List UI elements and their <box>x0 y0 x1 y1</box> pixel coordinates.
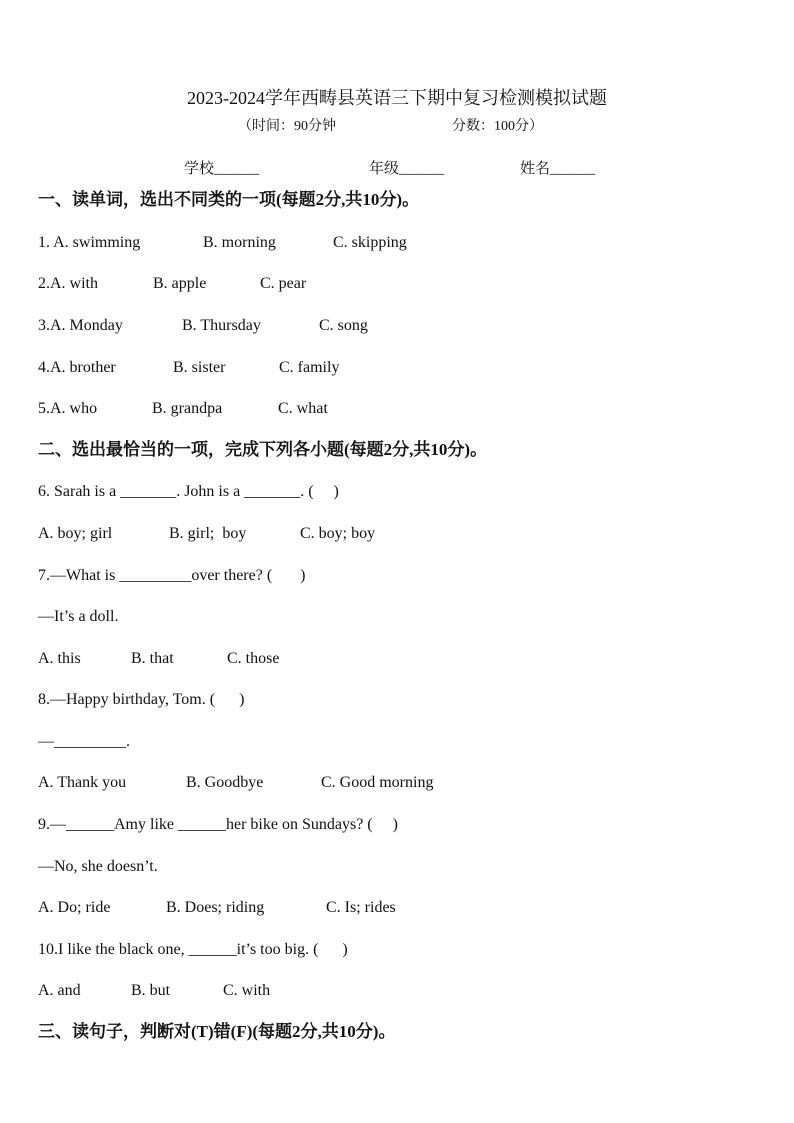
q1-option-c: C. skipping <box>333 234 407 251</box>
q7-option-c: C. those <box>227 650 280 667</box>
q6-option-a: A. boy; girl <box>38 525 113 542</box>
q6-option-c: C. boy; boy <box>300 525 376 542</box>
section-1-heading: 一、读单词，选出不同类的一项(每题2分,共10分)。 <box>38 190 420 209</box>
q10-option-c: C. with <box>223 982 271 999</box>
q8-option-c: C. Good morning <box>321 774 434 791</box>
q8-option-a: A. Thank you <box>38 774 127 791</box>
section-2-heading: 二、选出最恰当的一项，完成下列各小题(每题2分,共10分)。 <box>38 440 488 459</box>
q9-option-c: C. Is; rides <box>326 899 396 916</box>
q1-option-a: 1. A. swimming <box>38 234 141 251</box>
q3-option-a: 3.A. Monday <box>38 317 123 334</box>
q6-option-b: B. girl; boy <box>169 525 247 542</box>
q9-answer: —No, she doesn’t. <box>38 858 158 875</box>
name-field: 姓名______ <box>520 161 596 177</box>
q4-option-a: 4.A. brother <box>38 359 116 376</box>
q8-answer: —_________. <box>38 733 130 750</box>
q5-option-c: C. what <box>278 400 328 417</box>
q2-option-a: 2.A. with <box>38 275 98 292</box>
score-label: 分数：100分） <box>452 119 543 134</box>
q9-stem: 9.—______Amy like ______her bike on Sundays? ( ) <box>38 816 398 833</box>
time-label: （时间：90分钟 <box>238 119 336 134</box>
q9-option-b: B. Does; riding <box>166 899 265 916</box>
q7-answer: —It’s a doll. <box>38 608 119 625</box>
q5-option-b: B. grandpa <box>152 400 223 417</box>
q7-option-b: B. that <box>131 650 174 667</box>
q7-option-a: A. this <box>38 650 81 667</box>
q9-option-a: A. Do; ride <box>38 899 111 916</box>
q5-option-a: 5.A. who <box>38 400 98 417</box>
q6-stem: 6. Sarah is a _______. John is a _______. ( ) <box>38 483 339 500</box>
q2-option-c: C. pear <box>260 275 307 292</box>
q2-option-b: B. apple <box>153 275 207 292</box>
q10-option-a: A. and <box>38 982 81 999</box>
q8-option-b: B. Goodbye <box>186 774 264 791</box>
q10-stem: 10.I like the black one, ______it’s too big. ( ) <box>38 941 348 958</box>
grade-field: 年级______ <box>369 161 445 177</box>
q7-stem: 7.—What is _________over there? ( ) <box>38 567 306 584</box>
q10-option-b: B. but <box>131 982 171 999</box>
q1-option-b: B. morning <box>203 234 276 251</box>
q8-stem: 8.—Happy birthday, Tom. ( ) <box>38 691 245 708</box>
page-title: 2023-2024学年西畴县英语三下期中复习检测模拟试题 <box>187 88 607 108</box>
q4-option-b: B. sister <box>173 359 226 376</box>
school-field: 学校______ <box>184 161 260 177</box>
q4-option-c: C. family <box>279 359 340 376</box>
q3-option-b: B. Thursday <box>182 317 261 334</box>
section-3-heading: 三、读句子，判断对(T)错(F)(每题2分,共10分)。 <box>38 1022 396 1041</box>
q3-option-c: C. song <box>319 317 368 334</box>
